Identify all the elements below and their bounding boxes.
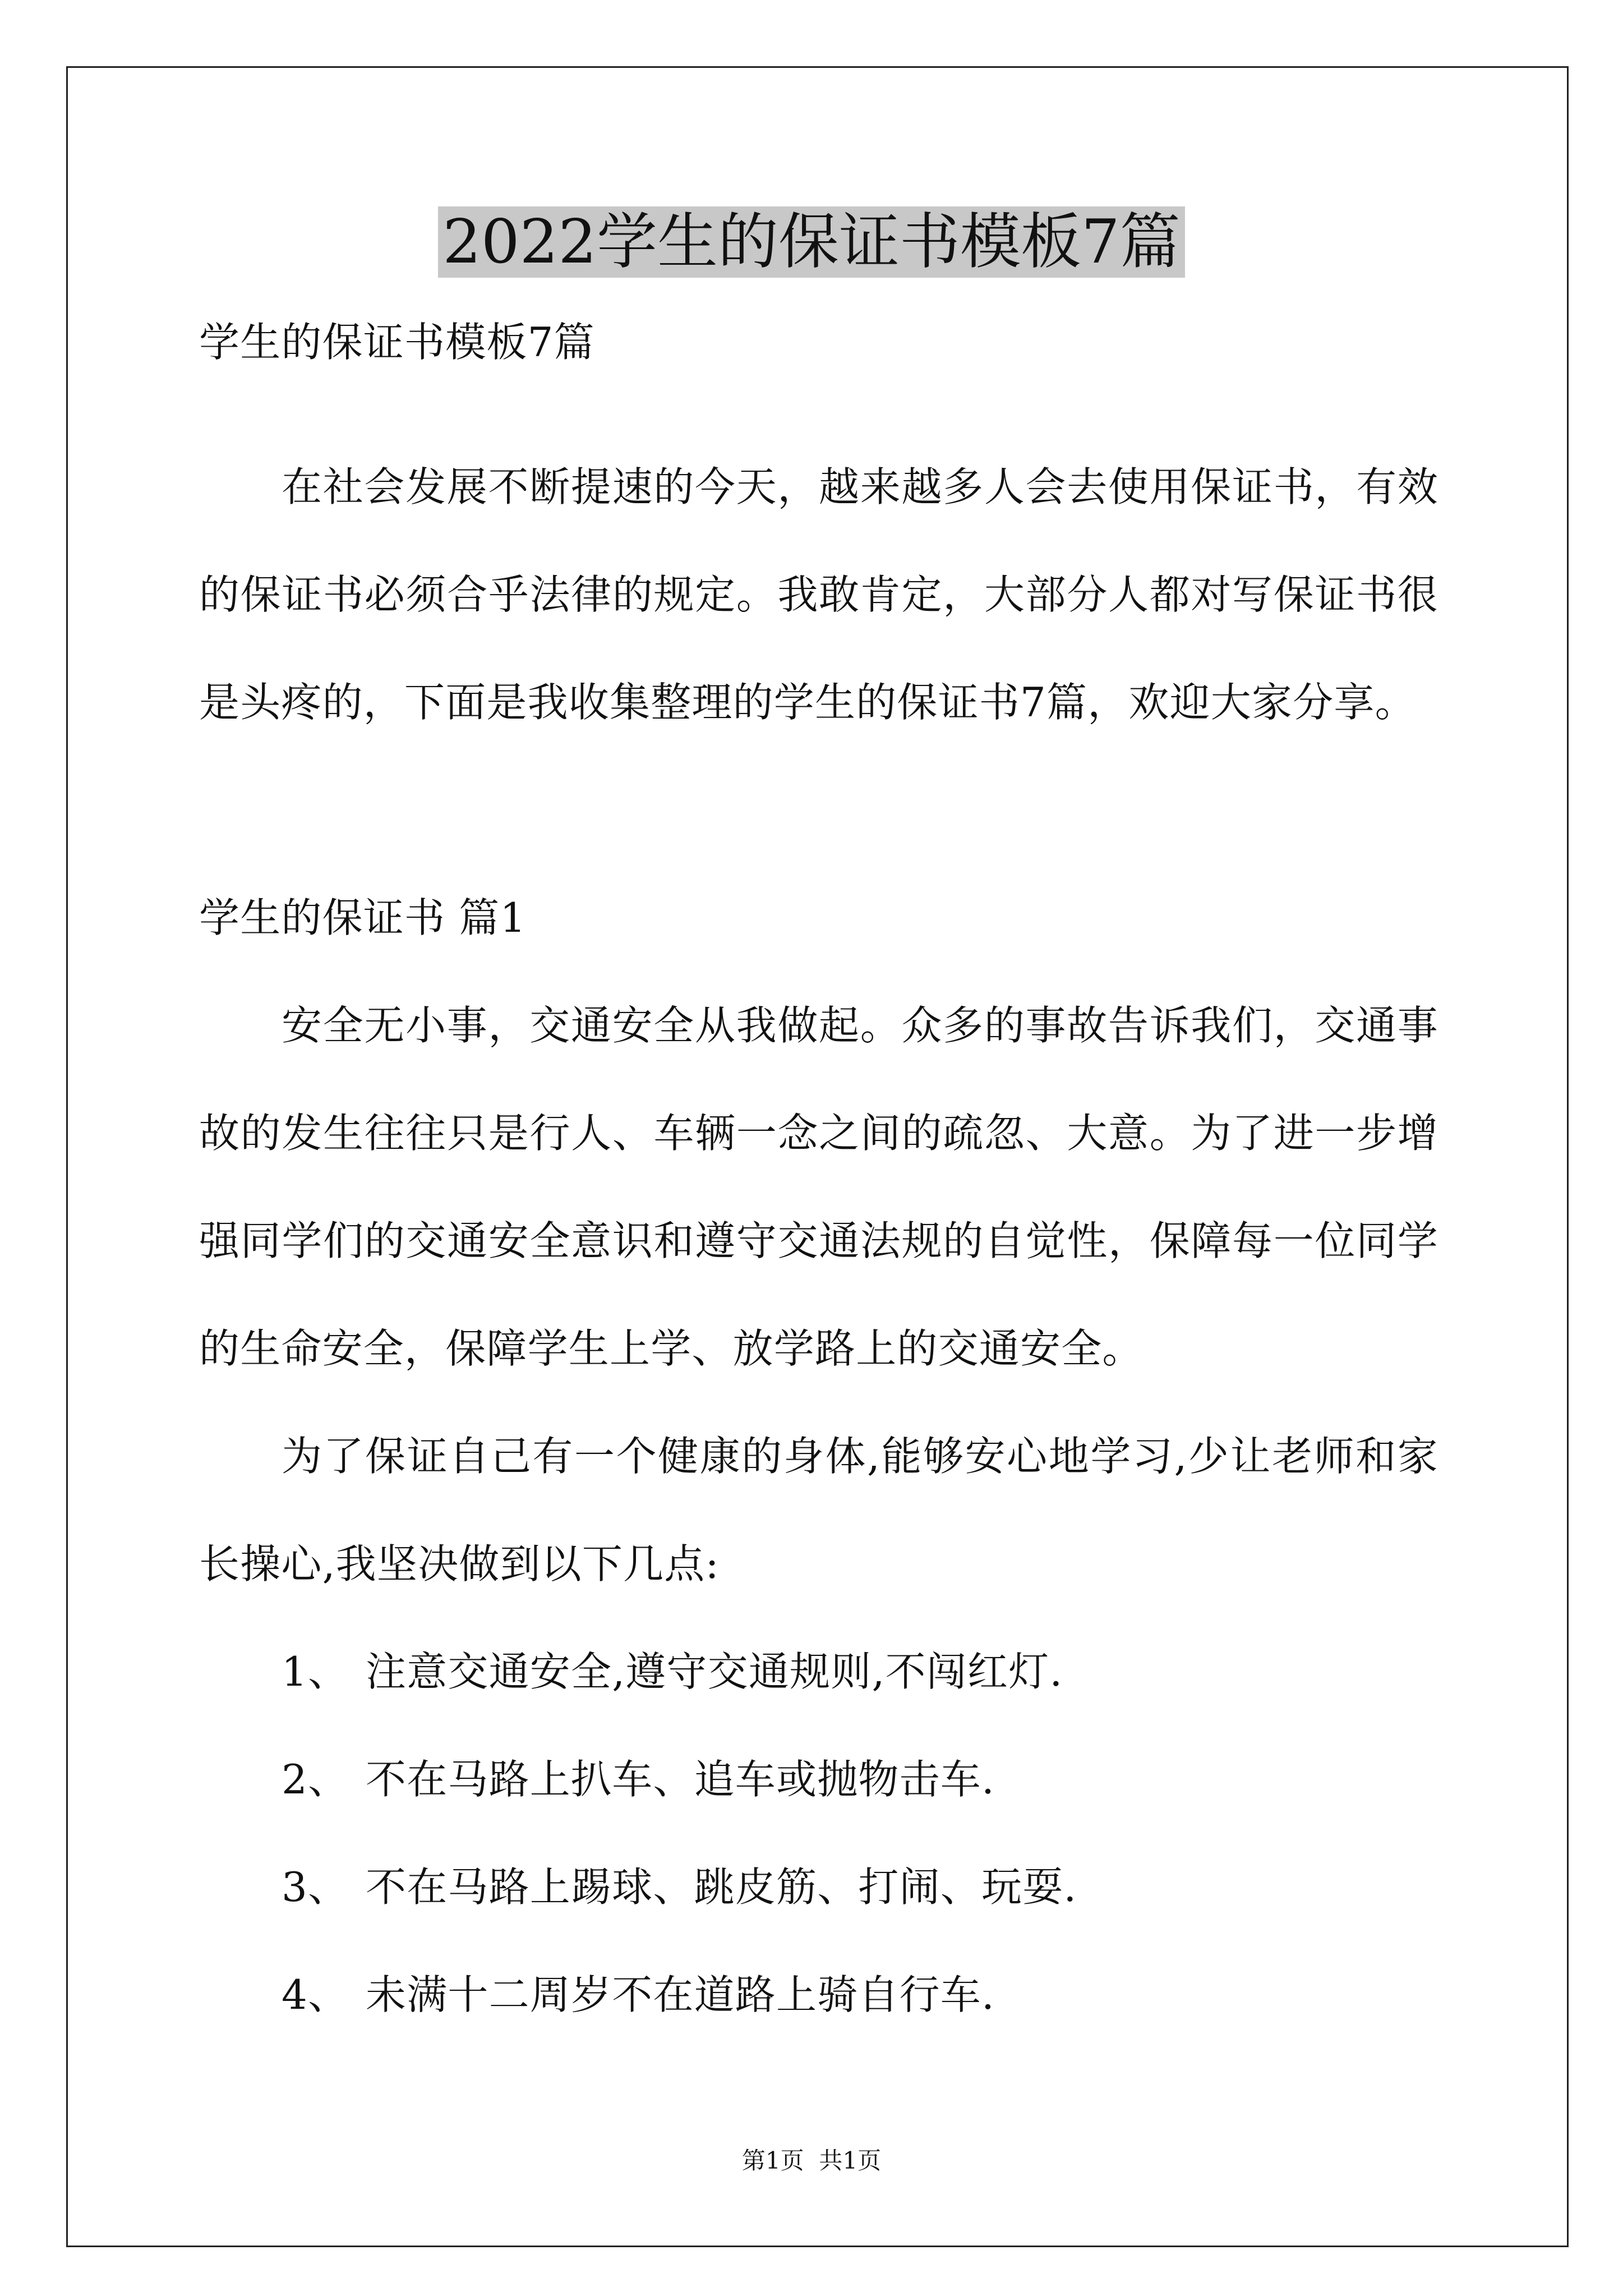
list-item-text: 注意交通安全,遵守交通规则,不闯红灯.: [366, 1648, 1063, 1695]
list-item-number: 1、: [282, 1648, 349, 1695]
numbered-list: [199, 1618, 1438, 2049]
list-item-text: 未满十二周岁不在道路上骑自行车.: [366, 1971, 995, 2018]
list-item-text: 不在马路上踢球、跳皮筋、打闹、玩耍.: [366, 1864, 1077, 1911]
intro-line: 是头疼的，下面是我收集整理的学生的保证书7篇，欢迎大家分享。: [199, 679, 1416, 726]
paragraph-line: 强同学们的交通安全意识和遵守交通法规的自觉性，保障每一位同学: [199, 1217, 1438, 1264]
intro-line: 在社会发展不断提速的今天，越来越多人会去使用保证书，有效: [282, 463, 1438, 510]
paragraph-line: 故的发生往往只是行人、车辆一念之间的疏忽、大意。为了进一步增: [199, 1110, 1438, 1157]
page-number: 第1页 共1页: [741, 2147, 882, 2174]
document-body: [199, 288, 1438, 2049]
document-title: 2022学生的保证书模板7篇: [438, 206, 1185, 278]
section-paragraph-1: [199, 972, 1438, 1402]
list-item-number: 3、: [282, 1864, 349, 1911]
paragraph-line: 安全无小事，交通安全从我做起。众多的事故告诉我们，交通事: [282, 1002, 1438, 1049]
intro-paragraph: [199, 433, 1438, 756]
list-item: [199, 1726, 1438, 1833]
list-item: [199, 1618, 1438, 1726]
intro-line: 的保证书必须合乎法律的规定。我敢肯定，大部分人都对写保证书很: [199, 571, 1438, 618]
section-heading: 学生的保证书 篇1: [199, 894, 527, 941]
paragraph-line: 为了保证自己有一个健康的身体,能够安心地学习,少让老师和家: [282, 1433, 1438, 1480]
list-item: [199, 1833, 1438, 1941]
list-item-number: 4、: [282, 1971, 349, 2018]
section-paragraph-2: [199, 1402, 1438, 1618]
subtitle: 学生的保证书模板7篇: [199, 319, 595, 366]
list-item-number: 2、: [282, 1756, 349, 1803]
title-block: [0, 206, 1623, 278]
list-item-text: 不在马路上扒车、追车或抛物击车.: [366, 1756, 995, 1803]
list-item: [199, 1941, 1438, 2049]
paragraph-line: 长操心,我坚决做到以下几点:: [199, 1540, 720, 1588]
paragraph-line: 的生命安全，保障学生上学、放学路上的交通安全。: [199, 1325, 1144, 1372]
